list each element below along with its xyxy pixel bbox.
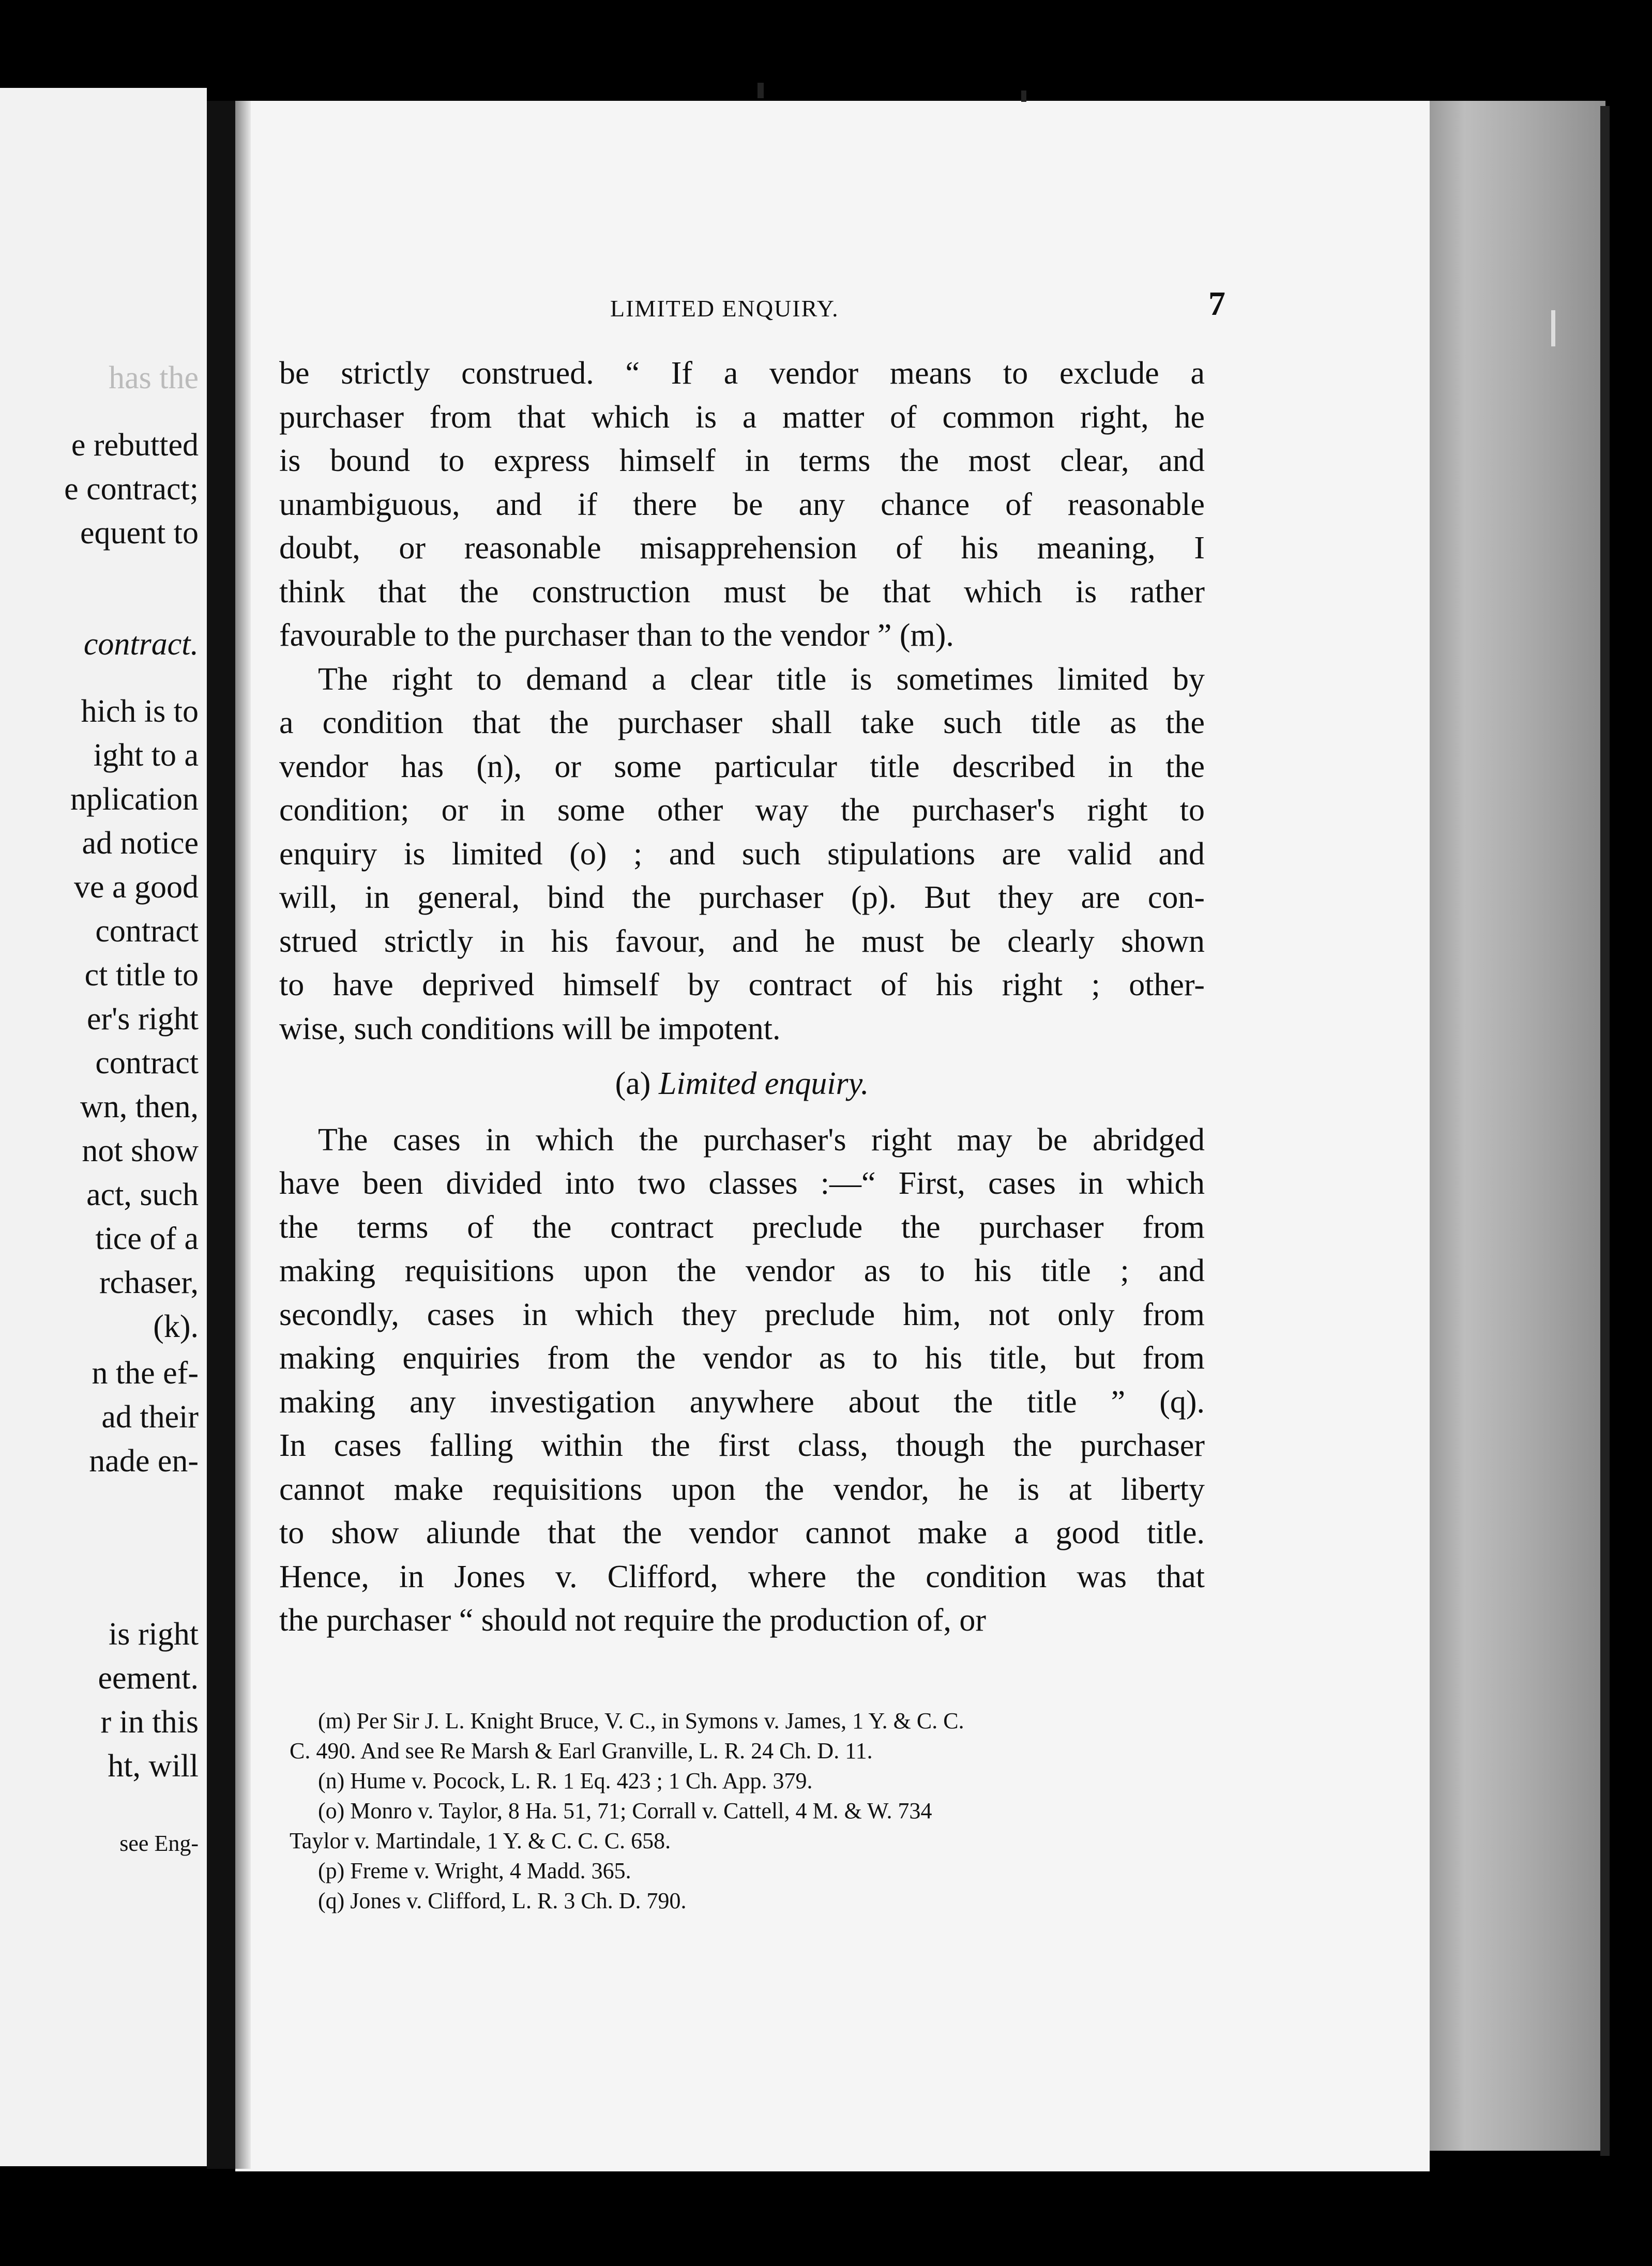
left-page-line: contract [95, 914, 199, 949]
text-line: making requisitions upon the vendor as to his title ; and [279, 1253, 1205, 1288]
left-facing-page [0, 88, 207, 2166]
text-line: doubt, or reasonable misapprehension of his meaning, I [279, 530, 1205, 566]
left-page-line: nplication [70, 782, 199, 817]
running-head: LIMITED ENQUIRY. [610, 295, 839, 322]
text-line: be strictly construed. “ If a vendor means to exclude a [279, 356, 1205, 391]
book-gutter [207, 101, 235, 2169]
page-number: 7 [1208, 285, 1225, 323]
left-page-line: wn, then, [80, 1089, 199, 1124]
footnote-line: (o) Monro v. Taylor, 8 Ha. 51, 71; Corrall v. Cattell, 4 M. & W. 734 [318, 1798, 932, 1823]
footnote-line: (m) Per Sir J. L. Knight Bruce, V. C., in Symons v. James, 1 Y. & C. C. [318, 1708, 964, 1733]
text-line: The cases in which the purchaser's right may be abridged [318, 1122, 1205, 1158]
text-line: wise, such conditions will be impotent. [279, 1011, 781, 1046]
text-line: making enquiries from the vendor as to his title, but from [279, 1341, 1205, 1376]
left-page-line: rchaser, [99, 1265, 199, 1300]
subheading-text: Limited enquiry. [658, 1066, 869, 1101]
subheading-label: (a) [615, 1066, 651, 1101]
text-line: think that the construction must be that which is rather [279, 574, 1205, 610]
paragraph-1 [279, 352, 1205, 658]
left-page-line: e contract; [64, 472, 199, 507]
left-page-line: tice of a [95, 1221, 199, 1256]
text-line: strued strictly in his favour, and he must be clearly shown [279, 923, 1205, 959]
footnote-line: Taylor v. Martindale, 1 Y. & C. C. C. 658. [290, 1828, 671, 1853]
body-text [279, 352, 1205, 1643]
left-page-line: hich is to [81, 694, 199, 729]
text-line: secondly, cases in which they preclude him, not only from [279, 1297, 1205, 1332]
footnote-line: (q) Jones v. Clifford, L. R. 3 Ch. D. 790. [318, 1888, 687, 1913]
left-page-line: er's right [86, 1001, 199, 1037]
left-page-line: eement. [98, 1661, 199, 1696]
text-line: to show aliunde that the vendor cannot make a good title. [279, 1515, 1205, 1550]
text-line: The right to demand a clear title is sometimes limited by [318, 661, 1205, 697]
left-page-line: e rebutted [71, 428, 199, 463]
section-subheading [279, 1062, 1205, 1106]
gutter-shadow [235, 101, 251, 2169]
footnote-line: C. 490. And see Re Marsh & Earl Granville, L. R. 24 Ch. D. 11. [290, 1738, 873, 1763]
text-line: to have deprived himself by contract of his right ; other- [279, 967, 1205, 1002]
left-page-line: equent to [80, 515, 199, 551]
left-page-line: ht, will [108, 1748, 199, 1784]
left-page-line: nade en- [89, 1443, 199, 1479]
text-line: favourable to the purchaser than to the vendor ” (m). [279, 618, 954, 653]
text-line: In cases falling within the first class, though the purchaser [279, 1428, 1205, 1463]
paragraph-3 [279, 1118, 1205, 1643]
text-line: a condition that the purchaser shall take such title as the [279, 705, 1205, 740]
footnote-line: (n) Hume v. Pocock, L. R. 1 Eq. 423 ; 1 Ch. App. 379. [318, 1768, 813, 1793]
page-edges-shadow [1600, 106, 1610, 2156]
footnotes [290, 1706, 1210, 1916]
text-line: purchaser from that which is a matter of common right, he [279, 399, 1205, 435]
left-page-line: ight to a [93, 738, 199, 773]
left-page-line: ve a good [73, 870, 199, 905]
footnote-line: (p) Freme v. Wright, 4 Madd. 365. [318, 1858, 631, 1883]
text-line: vendor has (n), or some particular title described in the [279, 749, 1205, 784]
left-page-line: r in this [100, 1705, 199, 1740]
left-page-line: ad notice [82, 826, 199, 861]
text-line: will, in general, bind the purchaser (p). But they are con- [279, 880, 1205, 915]
text-line: is bound to express himself in terms the most clear, and [279, 443, 1205, 478]
text-line: unambiguous, and if there be any chance of reasonable [279, 486, 1205, 522]
page-header [279, 285, 1225, 326]
text-line: enquiry is limited (o) ; and such stipulations are valid and [279, 836, 1205, 872]
left-page-line: not show [82, 1133, 199, 1168]
text-line: the purchaser “ should not require the production of, or [279, 1603, 987, 1638]
text-line: the terms of the contract preclude the purchaser from [279, 1209, 1205, 1245]
left-page-line: has the [109, 360, 199, 396]
page-edges-block [1430, 101, 1605, 2151]
left-page-line: see Eng- [119, 1831, 199, 1856]
scan-speck [757, 83, 764, 98]
left-page-line: act, such [86, 1177, 199, 1212]
text-line: cannot make requisitions upon the vendor, he is at liberty [279, 1471, 1205, 1507]
text-line: condition; or in some other way the purchaser's right to [279, 793, 1205, 828]
left-page-line: contract. [83, 627, 199, 662]
text-line: making any investigation anywhere about the title ” (q). [279, 1384, 1205, 1420]
text-line: have been divided into two classes :—“ First, cases in which [279, 1166, 1205, 1201]
left-page-line: n the ef- [92, 1356, 199, 1391]
text-line: Hence, in Jones v. Clifford, where the condition was that [279, 1559, 1205, 1594]
left-page-line: is right [109, 1617, 199, 1652]
scan-speck [1551, 310, 1555, 346]
left-page-line: ct title to [84, 957, 199, 993]
left-page-line: contract [95, 1045, 199, 1081]
scan-speck [1021, 90, 1026, 102]
paragraph-2 [279, 658, 1205, 1051]
left-page-line: (k). [153, 1309, 199, 1344]
left-page-line: ad their [101, 1400, 199, 1435]
